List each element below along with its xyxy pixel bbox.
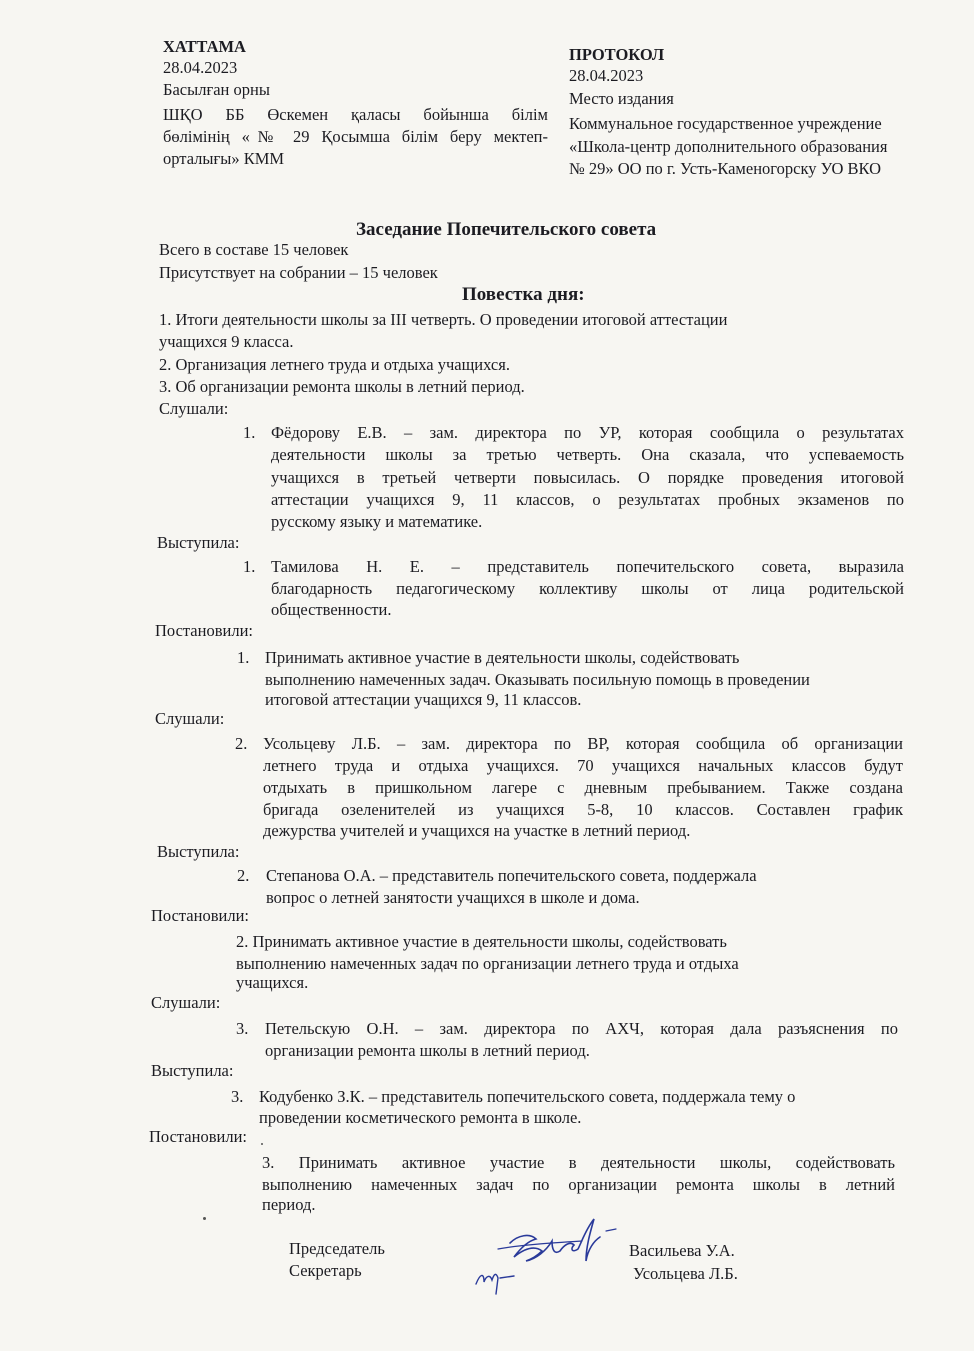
agenda-item-1-line-2: учащихся 9 класса. bbox=[159, 332, 294, 351]
header-right-date: 28.04.2023 bbox=[569, 66, 644, 85]
spoke-3-line-2: проведении косметического ремонта в школе. bbox=[259, 1108, 582, 1127]
heard-1-line-2: деятельности школы за третью четверть. Она сказала, что успеваемость bbox=[271, 445, 904, 464]
resolved-label-1: Постановили: bbox=[155, 621, 253, 640]
heard-1-line-4: аттестации учащихся 9, 11 классов, о результатах пробных экзаменов по bbox=[271, 490, 904, 509]
heard-2-line-5: дежурства учителей и учащихся на участке в летний период. bbox=[263, 821, 691, 840]
present-members: Присутствует на собрании – 15 человек bbox=[159, 263, 438, 282]
header-left-org-line-2: бөлімінің «№ 29 Қосымша білім беру мектеп- bbox=[163, 127, 548, 146]
spoke-2-line-1: Степанова О.А. – представитель попечительского совета, поддержала bbox=[266, 866, 757, 885]
total-members: Всего в составе 15 человек bbox=[159, 240, 349, 259]
scan-speck bbox=[203, 1217, 206, 1220]
heard-number-2: 2. bbox=[235, 734, 248, 753]
resolved-3-line-3: период. bbox=[262, 1195, 316, 1214]
heard-3-line-2: организации ремонта школы в летний период. bbox=[265, 1041, 590, 1060]
header-right-title: ПРОТОКОЛ bbox=[569, 45, 665, 64]
secretary-label: Секретарь bbox=[289, 1261, 362, 1280]
secretary-signature bbox=[470, 1262, 530, 1302]
header-right-org-line-2: «Школа-центр дополнительного образования bbox=[569, 137, 888, 156]
chair-name: Васильева У.А. bbox=[629, 1241, 735, 1260]
spoke-label-2: Выступила: bbox=[157, 842, 240, 861]
header-left-org-line-1: ШҚО ББ Өскемен қаласы бойынша білім bbox=[163, 105, 548, 124]
heard-1-line-5: русскому языку и математике. bbox=[271, 512, 483, 531]
resolved-3-line-1: 3. Принимать активное участие в деятельности школы, содействовать bbox=[262, 1153, 895, 1172]
heard-2-line-3: отдыхать в пришкольном лагере с дневным пребыванием. Также создана bbox=[263, 778, 903, 797]
spoke-label-1: Выступила: bbox=[157, 533, 240, 552]
header-left-place-label: Басылған орны bbox=[163, 80, 270, 99]
header-left-title: ХАТТАМА bbox=[163, 37, 246, 56]
spoke-3-line-1: Кодубенко З.К. – представитель попечительского совета, поддержала тему о bbox=[259, 1087, 796, 1106]
header-left-org-line-3: орталығы» КММ bbox=[163, 149, 285, 168]
heard-label-2: Слушали: bbox=[155, 709, 225, 728]
heard-2-line-4: бригада озеленителей из учащихся 5-8, 10 классов. Составлен график bbox=[263, 800, 903, 819]
resolved-1-line-1: Принимать активное участие в деятельности школы, содействовать bbox=[265, 648, 740, 667]
resolved-label-2: Постановили: bbox=[151, 906, 249, 925]
agenda-item-1-line-1: 1. Итоги деятельности школы за III четверть. О проведении итоговой аттестации bbox=[159, 310, 728, 329]
resolved-1-line-3: итоговой аттестации учащихся 9, 11 классов. bbox=[265, 690, 582, 709]
scan-speck bbox=[261, 1143, 263, 1145]
meeting-title: Заседание Попечительского совета bbox=[356, 219, 657, 240]
spoke-label-3: Выступила: bbox=[151, 1061, 234, 1080]
header-right-org-line-3: № 29» ОО по г. Усть-Каменогорску УО ВКО bbox=[569, 159, 882, 178]
spoke-2-line-2: вопрос о летней занятости учащихся в школе и дома. bbox=[266, 888, 640, 907]
resolved-number-1: 1. bbox=[237, 648, 250, 667]
spoke-number-3: 3. bbox=[231, 1087, 244, 1106]
spoke-number-2: 2. bbox=[237, 866, 250, 885]
header-left-date: 28.04.2023 bbox=[163, 58, 238, 77]
resolved-2-line-2: выполнению намеченных задач по организации летнего труда и отдыха bbox=[236, 954, 739, 973]
resolved-2-line-1: 2. Принимать активное участие в деятельности школы, содействовать bbox=[236, 932, 727, 951]
spoke-1-line-1: Тамилова Н. Е. – представитель попечительского совета, выразила bbox=[271, 557, 904, 576]
agenda-title: Повестка дня: bbox=[462, 284, 585, 305]
heard-label-3: Слушали: bbox=[151, 993, 221, 1012]
resolved-2-line-3: учащихся. bbox=[236, 973, 309, 992]
heard-label-1: Слушали: bbox=[159, 399, 229, 418]
resolved-1-line-2: выполнению намеченных задач. Оказывать посильную помощь в проведении bbox=[265, 670, 810, 689]
resolved-3-line-2: выполнению намеченных задач по организации ремонта школы в летний bbox=[262, 1175, 895, 1194]
heard-2-line-2: летнего труда и отдыха учащихся. 70 учащихся начальных классов будут bbox=[263, 756, 903, 775]
heard-number-3: 3. bbox=[236, 1019, 249, 1038]
secretary-name: Усольцева Л.Б. bbox=[633, 1264, 738, 1283]
spoke-1-line-3: общественности. bbox=[271, 600, 392, 619]
chair-label: Председатель bbox=[289, 1239, 385, 1258]
header-right-place-label: Место издания bbox=[569, 89, 674, 108]
agenda-item-3: 3. Об организации ремонта школы в летний период. bbox=[159, 377, 525, 396]
header-right-org-line-1: Коммунальное государственное учреждение bbox=[569, 114, 882, 133]
heard-2-line-1: Усольцеву Л.Б. – зам. директора по ВР, которая сообщила об организации bbox=[263, 734, 903, 753]
heard-3-line-1: Петельскую О.Н. – зам. директора по АХЧ, которая дала разъяснения по bbox=[265, 1019, 898, 1038]
heard-1-line-3: учащихся в третьей четверти повысилась. О порядке проведения итоговой bbox=[271, 468, 904, 487]
heard-number-1: 1. bbox=[243, 423, 256, 442]
spoke-1-line-2: благодарность педагогическому коллективу школы от лица родительской bbox=[271, 579, 904, 598]
spoke-number-1: 1. bbox=[243, 557, 256, 576]
resolved-label-3: Постановили: bbox=[149, 1127, 247, 1146]
agenda-item-2: 2. Организация летнего труда и отдыха учащихся. bbox=[159, 355, 510, 374]
heard-1-line-1: Фёдорову Е.В. – зам. директора по УР, которая сообщила о результатах bbox=[271, 423, 904, 442]
